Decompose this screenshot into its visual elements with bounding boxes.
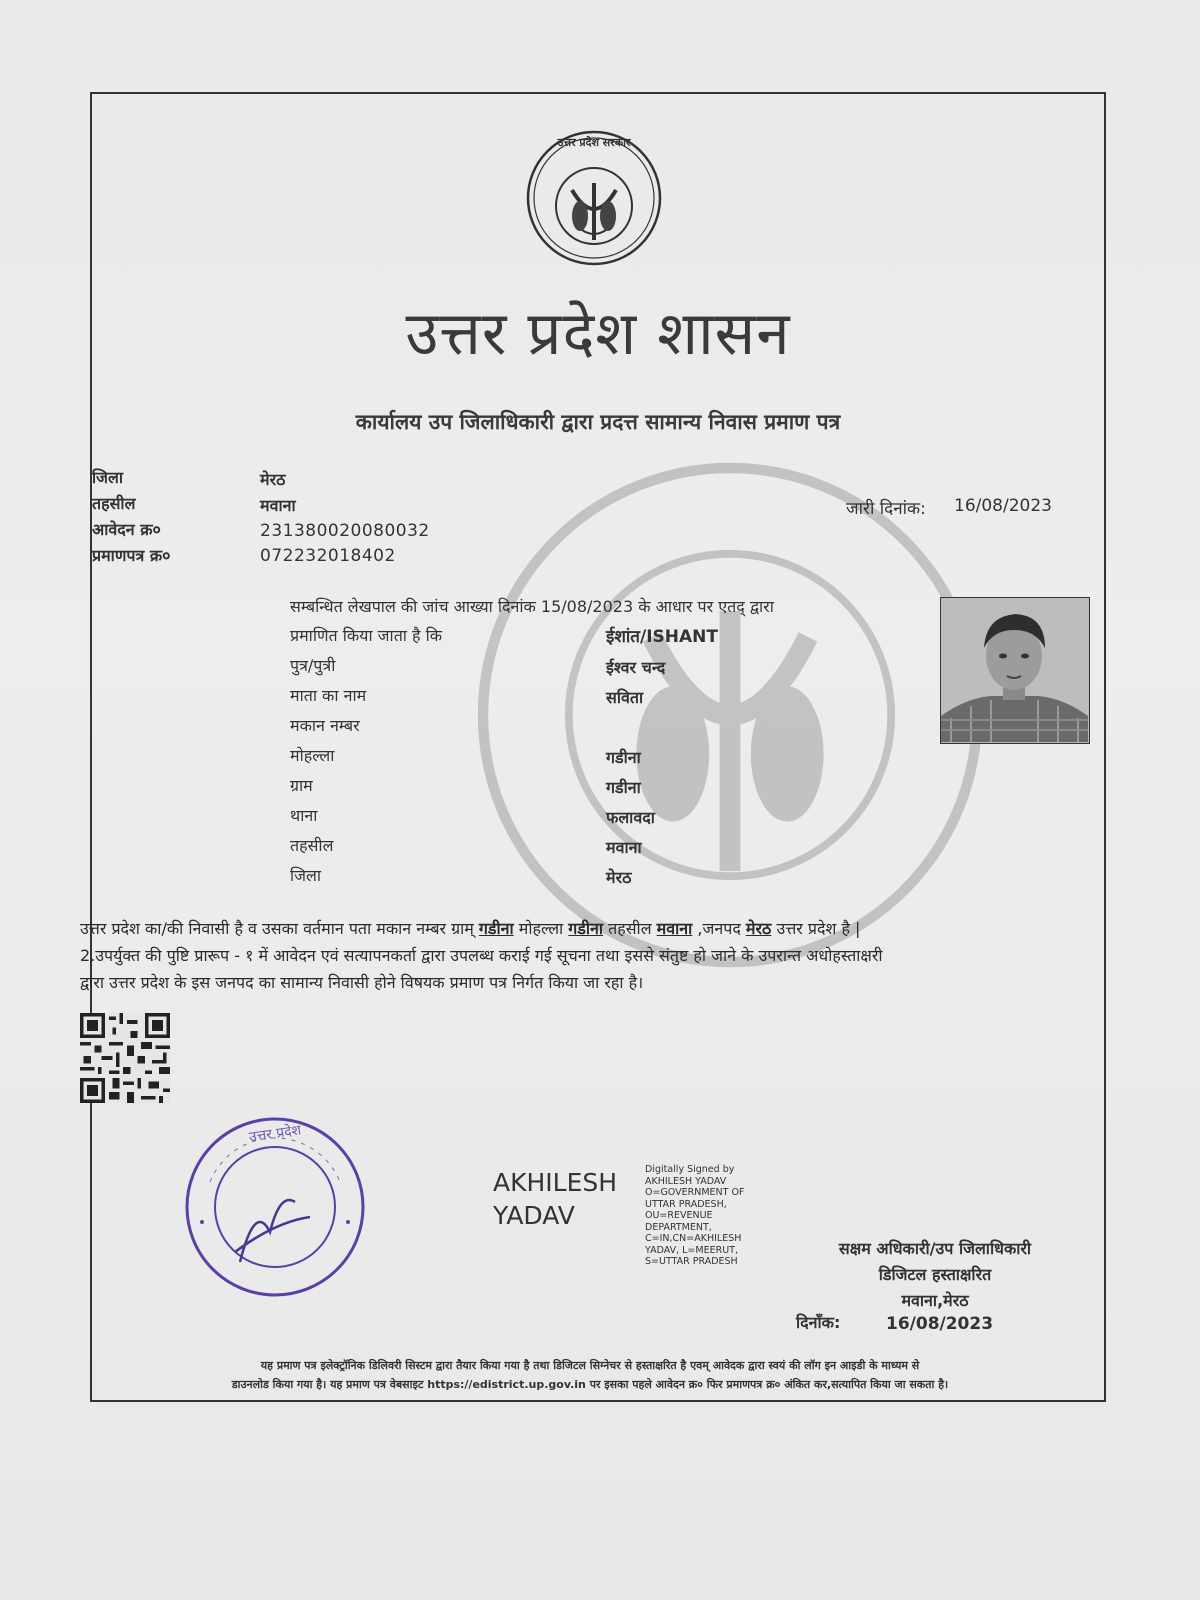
paragraph-line-3: द्वारा उत्तर प्रदेश के इस जनपद का सामान्य निवासी होने विषयक प्रमाण पत्र निर्गत किया जा रहा है। xyxy=(80,973,644,992)
stamp-text: उत्तर प्रदेश xyxy=(247,1122,303,1146)
field-label-village: ग्राम xyxy=(290,776,313,795)
digital-signature-details: Digitally Signed by AKHILESH YADAV O=GOVERNMENT OF UTTAR PRADESH, OU=REVENUE DEPARTMENT, C=IN,CN=AKHILESH YADAV, L=MEERUT, S=UTTAR PRADESH xyxy=(645,1164,745,1267)
qr-code[interactable] xyxy=(80,1013,170,1103)
residence-paragraph xyxy=(80,915,1110,996)
field-label-district: जिला xyxy=(290,866,322,885)
field-value-mother: सविता xyxy=(606,688,644,707)
certificate-no-label: प्रमाणपत्र क्र० xyxy=(92,546,171,565)
applicant-photo xyxy=(940,597,1090,744)
field-value-village: गडीना xyxy=(606,778,641,797)
signature-date-label: दिनाँक: xyxy=(796,1313,841,1332)
field-value-locality: गडीना xyxy=(606,748,641,767)
field-value-name: ईशांत/ISHANT xyxy=(606,627,718,647)
paragraph-line-2: 2.उपर्युक्त की पुष्टि प्रारूप - १ में आवेदन एवं सत्यापनकर्ता द्वारा उपलब्ध कराई गई सूचना तथा इससे संतुष्ट हो जाने के उपरान्त अधोहस्ताक्षरी xyxy=(80,946,883,965)
signature-date-value: 16/08/2023 xyxy=(886,1314,994,1334)
application-no-label: आवेदन क्र० xyxy=(92,520,161,539)
certificate-subtitle: कार्यालय उप जिलाधिकारी द्वारा प्रदत्त सामान्य निवास प्रमाण पत्र xyxy=(355,410,841,434)
page-title: उत्तर प्रदेश शासन xyxy=(405,299,791,369)
footer-note: यह प्रमाण पत्र इलेक्ट्रॉनिक डिलिवरी सिस्टम द्वारा तैयार किया गया है तथा डिजिटल सिग्नेचर से हस्ताक्षरित है एवम् आवेदक द्वारा स्वयं की लॉग इन आइडी के माध्यम से डाउनलोड किया गया है। यह प्रमाण पत्र वेबसाइट https://edistrict.up.gov.in पर इसका पहले आवेदन क्र० फिर प्रमाणपत्र क्र० अंकित कर,सत्यापित किया जा सकता है। xyxy=(231,1359,949,1391)
district-label: जिला xyxy=(92,468,124,487)
certificate-no-value: 072232018402 xyxy=(260,546,396,566)
application-no-value: 231380020080032 xyxy=(260,521,430,541)
field-value-tehsil: मवाना xyxy=(606,838,642,857)
issue-date-label: जारी दिनांक: xyxy=(846,499,926,519)
district-value: मेरठ xyxy=(260,470,286,489)
emblem-text: उत्तर प्रदेश सरकार xyxy=(557,136,631,149)
field-value-police-station: फलावदा xyxy=(606,808,655,827)
field-label-certify: प्रमाणित किया जाता है कि xyxy=(290,626,443,645)
field-label-tehsil: तहसील xyxy=(290,836,334,855)
watermark-emblem xyxy=(470,455,990,975)
field-label-house-no: मकान नम्बर xyxy=(290,716,360,735)
field-label-mother: माता का नाम xyxy=(290,686,367,705)
tehsil-label: तहसील xyxy=(92,494,136,513)
intro-text: सम्बन्धित लेखपाल की जांच आख्या दिनांक 15/08/2023 के आधार पर एतद् द्वारा xyxy=(290,597,774,616)
field-value-district: मेरठ xyxy=(606,868,632,887)
field-label-child-of: पुत्र/पुत्री xyxy=(290,656,336,675)
signer-name: AKHILESH YADAV xyxy=(493,1168,618,1230)
signing-authority: सक्षम अधिकारी/उप जिलाधिकारी डिजिटल हस्ताक्षरित मवाना,मेरठ xyxy=(838,1239,1032,1310)
field-label-police-station: थाना xyxy=(290,806,318,825)
issue-date-value: 16/08/2023 xyxy=(954,496,1052,516)
field-label-locality: मोहल्ला xyxy=(290,746,335,765)
tehsil-value: मवाना xyxy=(260,496,296,515)
paragraph-line-1: उत्तर प्रदेश का/की निवासी है व उसका वर्तमान पता मकान नम्बर ग्राम् गडीना मोहल्ला गडीना तहसील मवाना ,जनपद मेरठ उत्तर प्रदेश है | xyxy=(80,919,861,938)
field-value-father: ईश्वर चन्द xyxy=(606,658,666,677)
